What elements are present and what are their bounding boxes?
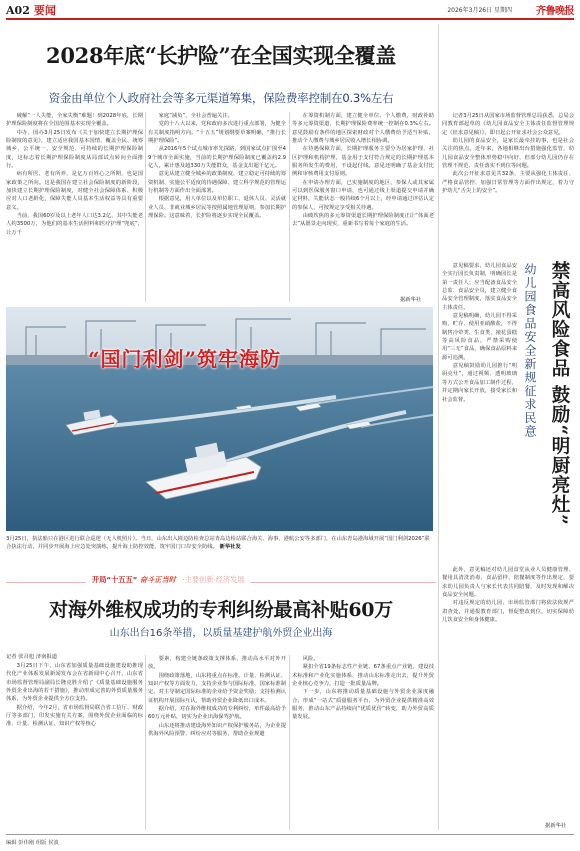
- lead-paragraph: 在筹资机制方面，建立健全单位、个人缴费，财政补助等多元筹资渠道，长期护理保险费率统一控制在0.3%左右。意见鼓励有条件的地区探索财政对个人缴费给予适当补贴，推动个人缴费与城乡居民收入增长相协调。: [292, 113, 434, 145]
- news-photo: [6, 307, 433, 531]
- issue-date: 2026年3月26日 星期四: [447, 7, 512, 14]
- column-divider: [145, 655, 146, 830]
- lead-paragraph: 在待遇保障方面，长期护理服务主要分为居家护理、社区护理和机构护理，基金用于支付符合规定的长期护理基本服务所发生的费用，不设起付线。意见还明确了基金支付比例和审核费用支付原则。: [292, 146, 434, 178]
- lead-paragraph: 家庭“减负”，全社会普遍关注。: [158, 113, 233, 119]
- right-column-divider: [438, 24, 439, 830]
- photo-title: “国门利剑”筑牢海防: [88, 347, 282, 371]
- lead-paragraph: 党的十八大以来，党和政府多次进行重点部署，为健全有关制度指明方向。“十五五”规划纲要草案明确，“推行长期护理保险”。: [148, 121, 286, 145]
- story2-paragraph: 要素，构建全链条政策支撑体系，推动高水平对外开放。: [148, 656, 286, 671]
- lead-subheadline: 资金由单位个人政府社会等多元渠道筹集，保险费率控制在0.3%左右: [48, 91, 394, 105]
- story2-paragraph: 3月25日下午，山东省加强质量基础设施建设助推现代化产业体系发展新闻发布会在省新闻中心召开，山东省市场监督管理局副局长隆克胜介绍了《质量基础设施服务外贸企业出海的若干措施》，推动形成完善的外贸质量服务体系，为外贸企业提供全方位支持。: [6, 663, 143, 703]
- story2-paragraph: 山东还将推动建设海外知识产权保护服务站，为企业提供海外风险预警、纠纷应对等服务，帮助企业规避: [148, 722, 286, 738]
- right-subheadline: 幼儿园食品安全新规征求民意: [523, 263, 537, 439]
- section-label: 要闻: [33, 4, 56, 17]
- story2-column-1: [6, 662, 143, 830]
- story2-paragraph: 紧扣全省19条标志性产业链、67条重点产业链，建设技术标准和产业化实施体系，推动山东标准走出去，提升外贸企业核心竞争力，打造一批质量品牌。: [292, 664, 434, 688]
- lead-paragraph: 当前，我国60岁及以上老年人口达3.2亿，其中失能老人约3500万，为他们的基本生活照料和医疗护理“兜底”，让万千: [6, 213, 143, 236]
- right-paragraph: 此外，意见稿还对幼儿园食堂从业人员健康管理、餐用具清洗消毒、食品留样、陪餐制度等作出规定，要求幼儿园负责人与家长代表共同陪餐，及时发现和解决食品安全问题。: [442, 567, 574, 599]
- story2-paragraph: 下一步，山东将推动质量基础设施与外贸企业深度融合，形成“一站式”质量服务平台，为外贸企业提供精准高效服务，推动山东产品持续向“优质优价”转变，助力外贸高质量发展。: [292, 689, 434, 721]
- right-byline: 据新华社: [545, 823, 567, 829]
- right-paragraph: 记者3月25日从国家市场监督管理总局获悉，总局会同教育部起草的《幼儿园食品安全主体责任监督管理规定（征求意见稿）》，即日起公开征求社会公众意见。: [442, 113, 574, 136]
- lead-paragraph: 意见从建立健全城乡的政策制度、建立稳定可持续的筹资机制、实施公平适度的待遇保障、建立科学规范的管理运行机制等方面作出全面部署。: [148, 171, 286, 195]
- banner-label: [86, 574, 250, 586]
- lead-column-3: [292, 112, 434, 295]
- right-paragraph: 意见稿明确，幼儿园不得采购、贮存、使用亚硝酸盐，不得制售冷荤类、生食类、裱花蛋糕等高风险食品，严禁采购使用“三无”食品，确保食品原料来源可追溯。: [442, 313, 517, 361]
- column-divider: [289, 655, 290, 830]
- lead-paragraph: 病有所医、老有所养，是亿万百姓心之所期，也是国家政策之所向。这是我国在建立社会保险制度的新阶段，加快建立长期护理保险制度，对健全社会保障体系、积极应对人口老龄化，保障失能人员基本生活权益等具有重要意义。: [6, 171, 143, 211]
- lead-paragraph: 从2016年5个试点城市率先探路，到国家试点扩围至49个城市全面实施，当前的长期护理保险制度已覆盖约2.9亿人，累计惠及超330万失能群众，基金支出超千亿元。: [148, 146, 286, 170]
- story2-column-3: [292, 655, 434, 830]
- harbor-patrol-image: [6, 307, 433, 531]
- lead-column-2: [148, 112, 286, 304]
- right-column-bottom: [442, 566, 574, 820]
- lead-paragraph: 由破坎焦的多元筹资渠道长期护理保险制度正让“体面老去”从愿景走向现实，重新书写着每个家庭的生活。: [292, 213, 434, 228]
- right-headline: 禁高风险食品 鼓励“明厨亮灶”: [549, 261, 570, 526]
- newspaper-logo: 齐鲁晚报: [536, 6, 574, 17]
- page-number: [6, 2, 56, 18]
- story2-paragraph: 据介绍，对在海外维权成功的专利纠纷，单件最高给予60万元补贴，切实为企业出海保驾护航。: [148, 706, 286, 721]
- lead-paragraph: 中办、国办3月25日发布《关于加快建立长期护理保险制度的意见》，建立适应我国基本国情、覆盖全民、统筹城乡、公平统一、安全规范、可持续的长期护理保险制度，这标志着长期护理保险制度从局部试点转向全面推行。: [6, 129, 143, 170]
- page-footer: [6, 834, 574, 848]
- story2-paragraph: 风险。: [302, 656, 319, 662]
- right-column-top: [442, 112, 574, 254]
- lead-paragraph: 根据意见，用人单位以及单位职工、退休人员、灵活就业人员、非就业城乡居民等按照属地管理原则，参加长期护理保险。这意味着，长护险将逐步实现全民覆盖。: [148, 196, 286, 220]
- story2-column-2: [148, 655, 286, 830]
- banner-prefix: 开局“十五五”: [92, 575, 138, 584]
- story2-byline: 记者 张召旭 济南报道: [6, 654, 58, 660]
- column-divider: [289, 112, 290, 302]
- banner-slogan: 奋斗正当时: [139, 575, 176, 584]
- story2-paragraph: 围绕政策落地，山东将重点在标准、计量、检测认证、知识产权等方面发力，支持企业参与国际标准、国家标准制定，对主导制定国际标准的企业给予资金奖励；支持检测认证机构开展国际互认，帮助外贸企业降低出口成本。: [148, 672, 286, 704]
- right-paragraph: 意见稿鼓励幼儿园推行“明厨亮灶”，通过视频、透明玻璃等方式公开食品加工制作过程，并定期向家长开放，接受家长和社会监督。: [442, 363, 517, 403]
- right-paragraph: 对违反规定的幼儿园，市场监管部门将依法依规严肃查处，并通报教育部门，督促整改到位，切实保障幼儿饮食安全和身体健康。: [442, 600, 574, 624]
- header-rule: [6, 18, 574, 20]
- caption-text: 3月25日，执法船只在港区进行联合巡逻（无人机照片）。当日，山东出入境边防检查总站青岛边检站联合海关、海事、港航公安等多部门，在山东青岛港海域开展“国门利剑2026”联合执法行动，并同步开展海上应急处突演练，提升海上防控效能，筑牢国门口岸安全防线。: [6, 536, 430, 551]
- section-banner: [6, 571, 436, 595]
- banner-tag: ·主要创新·经济发展: [182, 575, 245, 584]
- right-paragraph: 意见稿要求，幼儿园食品安全实行园长负责制，明确园长是第一责任人；应当配备食品安全总监、食品安全员，建立健全食品安全管理制度，落实食品安全主体责任。: [442, 263, 517, 311]
- lead-byline: 据新华社: [400, 297, 422, 303]
- photo-caption: [6, 535, 433, 552]
- lead-column-1: [6, 112, 143, 304]
- page-no-label: A02: [6, 4, 30, 17]
- right-column-mid: [442, 262, 517, 562]
- lead-headline: 2028年底“长护险”在全国实现全覆盖: [46, 43, 396, 68]
- story2-subheadline: 山东出台16条举措，以质量基建护航外贸企业出海: [109, 628, 333, 639]
- page-header: [6, 2, 574, 18]
- lead-paragraph: 在申请办理方面，已实施制度的地区，参保人或其家属可以到医保服务窗口申请，也可通过线上渠道提交申请并确定材料，失能状态一般待续6个月以上，经申请通过评估认定的参保人，可按规定享受相关待遇。: [292, 179, 434, 211]
- right-paragraph: 幼儿园的食品安全，是家长最牵挂的事，也是社会关注的焦点。近年来，各地相继出台措施强化监管，幼儿园食品安全整体形势稳中向好，但部分幼儿园仍存在管理不规范、责任落实不到位等问题。: [442, 138, 574, 170]
- editor-credits: 编辑 彭伟刚 组版 侯波: [6, 840, 59, 846]
- right-paragraph: 此次公开征求意见共32条，主要从强化主体责任、严格食品管控、加强日常管理等方面作出规定，着力守护幼儿“舌尖上的安全”。: [442, 171, 574, 195]
- story2-headline: 对海外维权成功的专利纠纷最高补贴60万: [49, 599, 393, 621]
- story2-paragraph: 据介绍，今年2月，省市场监督局联合省工信厅、财政厅等多部门，印发实施有关方案，围绕外贸企业面临的标准、计量、检测认证、知识产权等核心: [6, 704, 143, 728]
- lead-paragraph: 破解“一人失能，全家失衡”难题！到2028年底，长期护理保险制度将在全国范围基本实现全覆盖。: [6, 113, 143, 128]
- column-divider: [145, 112, 146, 302]
- photo-credit: 新华社发: [219, 544, 241, 551]
